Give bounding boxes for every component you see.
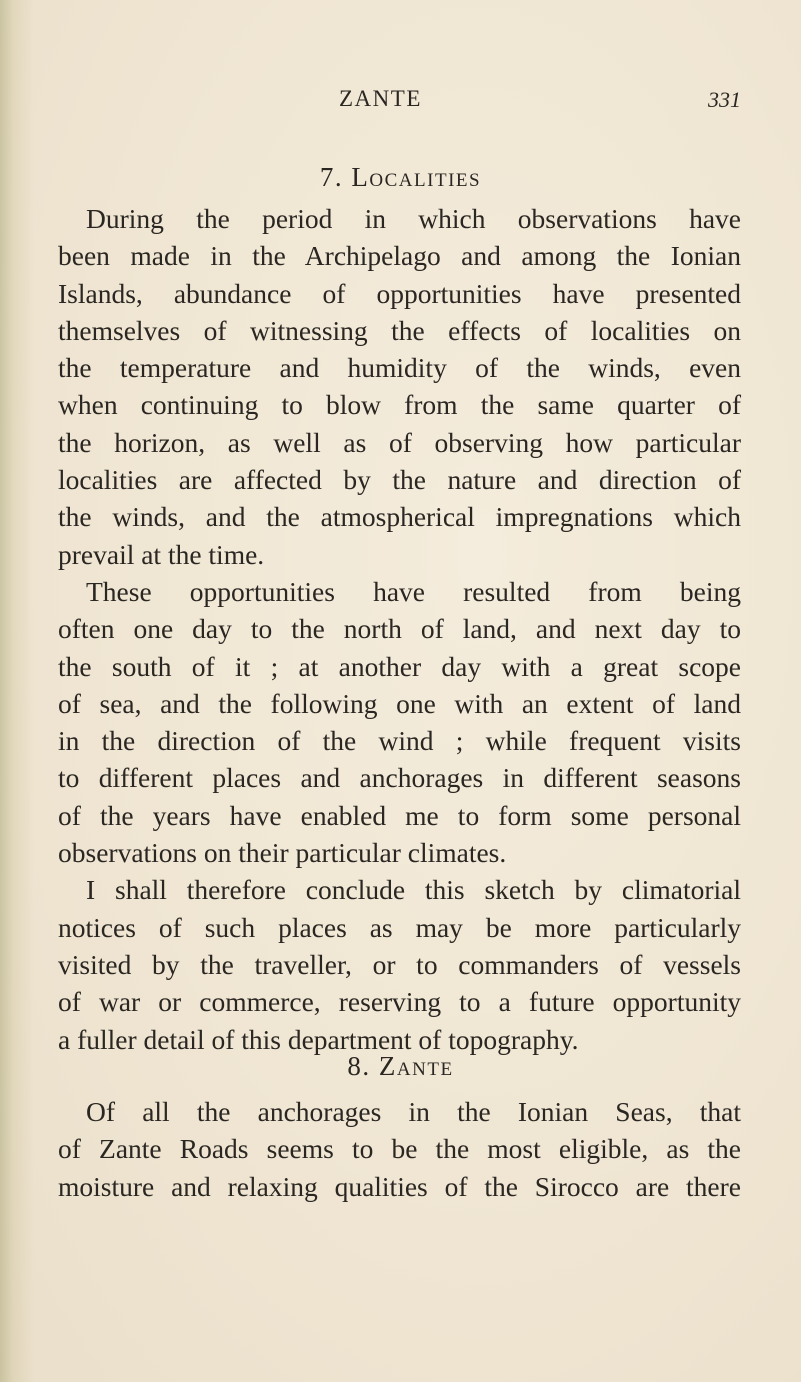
text-line: the south of it ; at another day with a great scope [58, 650, 741, 682]
text-line: moisture and relaxing qualities of the Sirocco are there [58, 1170, 741, 1202]
section-heading-localities: 7. Localities [319, 162, 482, 192]
text-line: These opportunities have resulted from being [86, 575, 741, 607]
section-body-zante [58, 1093, 741, 1205]
text-line: the winds, and the atmospherical impregnations which [58, 501, 741, 533]
text-line: of war or commerce, reserving to a future opportunity [58, 986, 741, 1018]
text-line: been made in the Archipelago and among the Ionian [58, 240, 741, 272]
section-heading-zante: 8. Zante [347, 1051, 454, 1081]
text-line: a fuller detail of this department of topography. [58, 1023, 579, 1055]
text-line: when continuing to blow from the same quarter of [58, 389, 741, 421]
text-line: the temperature and humidity of the winds, even [58, 352, 741, 384]
text-line: often one day to the north of land, and next day to [58, 613, 741, 645]
text-line: I shall therefore conclude this sketch by climatorial [86, 874, 741, 906]
text-line: Islands, abundance of opportunities have presented [58, 277, 741, 309]
text-line: notices of such places as may be more particularly [58, 911, 741, 943]
text-line: of sea, and the following one with an extent of land [58, 687, 741, 719]
text-line: prevail at the time. [58, 538, 265, 570]
text-line: visited by the traveller, or to commanders of vessels [58, 948, 741, 980]
running-title: ZANTE [339, 86, 422, 111]
text-line: of Zante Roads seems to be the most eligible, as the [58, 1133, 741, 1165]
text-line: the horizon, as well as of observing how particular [58, 426, 741, 458]
page-number: 331 [708, 87, 741, 112]
text-line: Of all the anchorages in the Ionian Seas, that [86, 1096, 741, 1127]
running-head [0, 86, 801, 118]
text-line: observations on their particular climates. [58, 837, 507, 869]
text-line: localities are affected by the nature and direction of [58, 464, 741, 496]
text-line: of the years have enabled me to form some personal [58, 799, 741, 831]
section-body-localities [58, 200, 741, 1058]
text-line: themselves of witnessing the effects of localities on [58, 314, 741, 346]
text-line: During the period in which observations have [86, 203, 741, 234]
text-line: in the direction of the wind ; while frequent visits [58, 725, 741, 757]
text-line: to different places and anchorages in different seasons [58, 762, 741, 794]
